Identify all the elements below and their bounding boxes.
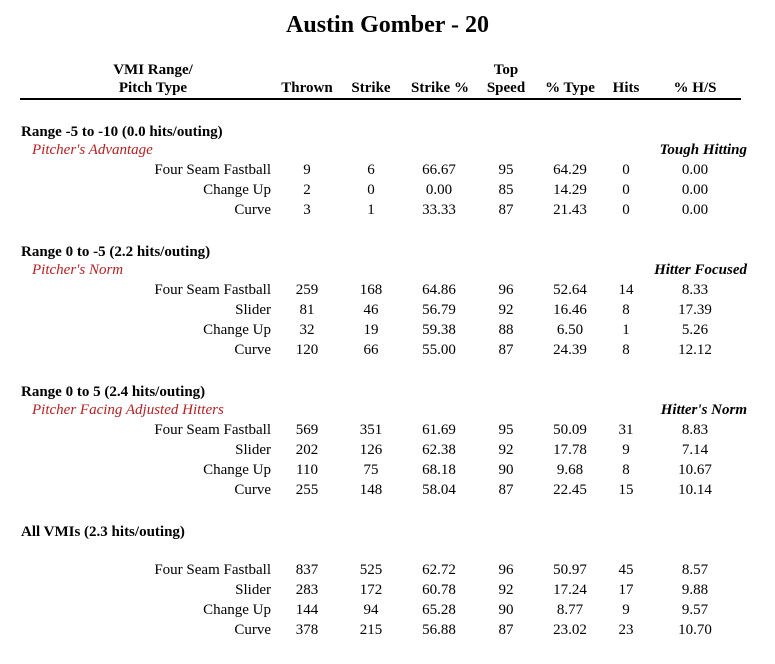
strike-pct-cell: 58.04 (422, 482, 456, 498)
top-speed-cell: 92 (498, 302, 514, 318)
pitch-type-cell: Slider (235, 302, 271, 318)
pitch-type-cell: Change Up (203, 322, 271, 338)
table-row (0, 622, 775, 642)
pct-hs-cell: 0.00 (681, 202, 709, 218)
pitch-type-cell: Four Seam Fastball (154, 282, 271, 298)
thrown-cell: 202 (295, 442, 319, 458)
header-range-line2: Pitch Type (118, 80, 188, 96)
hits-cell: 14 (618, 282, 634, 298)
table-row (0, 582, 775, 602)
pitch-type-cell: Change Up (203, 602, 271, 618)
pitch-type-cell: Slider (235, 582, 271, 598)
strike-pct-cell: 61.69 (422, 422, 456, 438)
hits-cell: 9 (622, 602, 630, 618)
strike-cell: 66 (363, 342, 379, 358)
thrown-cell: 81 (299, 302, 315, 318)
section-subtitle: Pitcher's Norm (32, 262, 124, 278)
pct-hs-cell: 10.67 (678, 462, 712, 478)
pct-hs-cell: 8.57 (681, 562, 709, 578)
thrown-cell: 283 (295, 582, 319, 598)
header-top-speed-line2: Speed (486, 80, 526, 96)
pct-type-cell: 17.24 (553, 582, 587, 598)
strike-cell: 19 (363, 322, 379, 338)
pct-hs-cell: 7.14 (681, 442, 709, 458)
table-row (0, 462, 775, 482)
section-title: All VMIs (2.3 hits/outing) (21, 524, 185, 540)
top-speed-cell: 87 (498, 342, 514, 358)
pct-type-cell: 14.29 (553, 182, 587, 198)
pct-type-cell: 64.29 (553, 162, 587, 178)
strike-pct-cell: 0.00 (425, 182, 453, 198)
top-speed-cell: 88 (498, 322, 514, 338)
thrown-cell: 110 (296, 462, 318, 478)
strike-cell: 126 (359, 442, 383, 458)
section-tag: Hitter's Norm (660, 402, 747, 418)
table-row (0, 562, 775, 582)
table-row (0, 442, 775, 462)
hits-cell: 8 (622, 462, 630, 478)
thrown-cell: 569 (295, 422, 319, 438)
table-row (0, 602, 775, 622)
pct-hs-cell: 0.00 (681, 162, 709, 178)
strike-cell: 1 (367, 202, 375, 218)
table-row (0, 282, 775, 302)
header-rule (20, 98, 741, 100)
pitch-type-cell: Curve (234, 482, 271, 498)
hits-cell: 0 (622, 202, 630, 218)
strike-pct-cell: 56.88 (422, 622, 456, 638)
pitch-type-cell: Slider (235, 442, 271, 458)
section-tag: Hitter Focused (654, 262, 747, 278)
thrown-cell: 2 (303, 182, 311, 198)
strike-pct-cell: 62.38 (422, 442, 456, 458)
header-hits: Hits (612, 80, 640, 96)
thrown-cell: 144 (295, 602, 319, 618)
strike-cell: 75 (363, 462, 379, 478)
table-row (0, 202, 775, 222)
pct-hs-cell: 8.33 (681, 282, 709, 298)
pitch-type-cell: Four Seam Fastball (154, 162, 271, 178)
header-top-speed-line1: Top (493, 62, 519, 78)
top-speed-cell: 92 (498, 442, 514, 458)
hits-cell: 17 (618, 582, 634, 598)
hits-cell: 0 (622, 182, 630, 198)
strike-pct-cell: 68.18 (422, 462, 456, 478)
pct-hs-cell: 5.26 (681, 322, 709, 338)
hits-cell: 0 (622, 162, 630, 178)
table-row (0, 482, 775, 502)
section-title: Range 0 to 5 (2.4 hits/outing) (21, 384, 206, 400)
top-speed-cell: 96 (498, 282, 514, 298)
pct-type-cell: 22.45 (553, 482, 587, 498)
pitch-type-cell: Change Up (203, 182, 271, 198)
pct-type-cell: 52.64 (553, 282, 587, 298)
thrown-cell: 837 (295, 562, 319, 578)
top-speed-cell: 95 (498, 162, 514, 178)
table-row (0, 422, 775, 442)
pitch-type-cell: Curve (234, 202, 271, 218)
pct-type-cell: 50.97 (553, 562, 587, 578)
top-speed-cell: 85 (498, 182, 514, 198)
pitch-type-cell: Four Seam Fastball (154, 562, 271, 578)
strike-cell: 148 (359, 482, 383, 498)
pitch-type-cell: Curve (234, 342, 271, 358)
top-speed-cell: 87 (498, 202, 514, 218)
pct-hs-cell: 10.70 (678, 622, 712, 638)
thrown-cell: 378 (295, 622, 319, 638)
pct-type-cell: 24.39 (553, 342, 587, 358)
hits-cell: 8 (622, 302, 630, 318)
header-strike: Strike (351, 80, 391, 96)
pct-type-cell: 8.77 (556, 602, 584, 618)
thrown-cell: 3 (303, 202, 311, 218)
section-title: Range 0 to -5 (2.2 hits/outing) (21, 244, 211, 260)
thrown-cell: 120 (295, 342, 319, 358)
pct-type-cell: 16.46 (553, 302, 587, 318)
strike-cell: 525 (359, 562, 383, 578)
hits-cell: 31 (618, 422, 634, 438)
pct-type-cell: 50.09 (553, 422, 587, 438)
table-row (0, 342, 775, 362)
header-thrown: Thrown (281, 80, 333, 96)
strike-cell: 172 (359, 582, 383, 598)
strike-pct-cell: 56.79 (422, 302, 456, 318)
header-pct-type: % Type (545, 80, 595, 96)
top-speed-cell: 92 (498, 582, 514, 598)
top-speed-cell: 90 (498, 602, 514, 618)
thrown-cell: 32 (299, 322, 315, 338)
section-tag: Tough Hitting (659, 142, 747, 158)
table-row (0, 302, 775, 322)
pct-hs-cell: 9.88 (681, 582, 709, 598)
pitch-type-cell: Change Up (203, 462, 271, 478)
top-speed-cell: 90 (498, 462, 514, 478)
table-row (0, 322, 775, 342)
pct-type-cell: 21.43 (553, 202, 587, 218)
pct-hs-cell: 12.12 (678, 342, 712, 358)
section-title: Range -5 to -10 (0.0 hits/outing) (21, 124, 223, 140)
top-speed-cell: 87 (498, 622, 514, 638)
pct-hs-cell: 0.00 (681, 182, 709, 198)
header-strike-pct: Strike % (411, 80, 469, 96)
strike-cell: 46 (363, 302, 379, 318)
table-row (0, 162, 775, 182)
thrown-cell: 255 (295, 482, 319, 498)
pitch-type-cell: Curve (234, 622, 271, 638)
pct-type-cell: 9.68 (556, 462, 584, 478)
strike-cell: 6 (367, 162, 375, 178)
strike-cell: 215 (359, 622, 383, 638)
hits-cell: 45 (618, 562, 634, 578)
strike-pct-cell: 60.78 (422, 582, 456, 598)
pct-type-cell: 17.78 (553, 442, 587, 458)
strike-cell: 168 (359, 282, 383, 298)
pct-hs-cell: 8.83 (681, 422, 709, 438)
strike-pct-cell: 33.33 (422, 202, 456, 218)
thrown-cell: 9 (303, 162, 311, 178)
strike-pct-cell: 65.28 (422, 602, 456, 618)
table-row (0, 182, 775, 202)
strike-cell: 351 (359, 422, 383, 438)
hits-cell: 8 (622, 342, 630, 358)
section-subtitle: Pitcher Facing Adjusted Hitters (32, 402, 224, 418)
hits-cell: 15 (618, 482, 634, 498)
pct-hs-cell: 10.14 (678, 482, 712, 498)
header-range-line1: VMI Range/ (113, 62, 193, 78)
hits-cell: 1 (622, 322, 630, 338)
hits-cell: 9 (622, 442, 630, 458)
pct-type-cell: 6.50 (556, 322, 584, 338)
pct-type-cell: 23.02 (553, 622, 587, 638)
strike-pct-cell: 59.38 (422, 322, 456, 338)
strike-pct-cell: 62.72 (422, 562, 456, 578)
strike-pct-cell: 64.86 (422, 282, 456, 298)
top-speed-cell: 95 (498, 422, 514, 438)
strike-pct-cell: 66.67 (422, 162, 456, 178)
pct-hs-cell: 17.39 (678, 302, 712, 318)
strike-pct-cell: 55.00 (422, 342, 456, 358)
strike-cell: 0 (367, 182, 375, 198)
strike-cell: 94 (363, 602, 379, 618)
page-title: Austin Gomber - 20 (286, 12, 489, 38)
thrown-cell: 259 (295, 282, 319, 298)
hits-cell: 23 (618, 622, 634, 638)
header-pct-hs: % H/S (673, 80, 717, 96)
top-speed-cell: 87 (498, 482, 514, 498)
pitch-type-cell: Four Seam Fastball (154, 422, 271, 438)
section-subtitle: Pitcher's Advantage (32, 142, 153, 158)
top-speed-cell: 96 (498, 562, 514, 578)
pct-hs-cell: 9.57 (681, 602, 709, 618)
